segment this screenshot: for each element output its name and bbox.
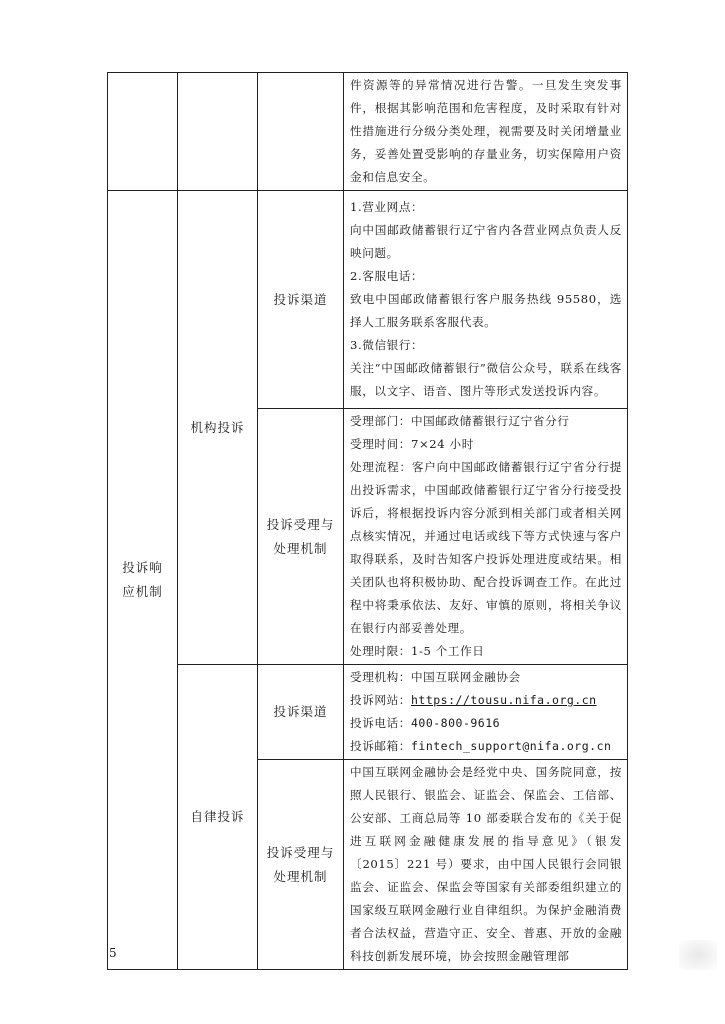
self-handling-content: 中国互联网金融协会是经党中央、国务院同意，按照人民银行、银监会、证监会、保监会、工信部、公安部、工商总局等 10 部委联合发布的《关于促进互联网金融健康发展的指导意见》（银发〔2015〕221 号）要求，由中国人民银行会同银监会、证监会、保监会等国家有关部委组织建立的国家级互联网金融行业自律组织。为保护金融消费者合法权益，营造守正、安全、普惠、开放的金融科技创新发展环境，协会按照金融管理部 <box>344 760 628 970</box>
section-label-text: 投诉响应机制 <box>122 560 163 599</box>
inst-complaint-label-text: 机构投诉 <box>190 419 245 435</box>
channel-line: 向中国邮政储蓄银行辽宁省内各营业网点负责人反映问题。 <box>350 223 622 260</box>
empty-cell <box>258 73 344 191</box>
handling-line: 处理时限：1-5 个工作日 <box>350 644 485 658</box>
table-row <box>108 73 628 191</box>
agency-line: 受理机构：中国互联网金融协会 <box>350 670 521 684</box>
inst-handling-content <box>344 409 628 665</box>
empty-cell <box>178 73 258 191</box>
inst-complaint-label <box>178 191 258 665</box>
table-row <box>108 665 628 760</box>
email-line <box>350 735 622 758</box>
page-number: 5 <box>109 946 117 960</box>
empty-cell <box>108 73 178 191</box>
self-channel-content <box>344 665 628 760</box>
email-value: fintech_support@nifa.org.cn <box>410 739 612 753</box>
handling-line: 受理部门：中国邮政储蓄银行辽宁省分行 <box>350 414 570 428</box>
inst-channel-content <box>344 191 628 409</box>
self-complaint-label-text: 自律投诉 <box>190 809 245 824</box>
inst-handling-label-text: 投诉受理与处理机制 <box>266 516 335 556</box>
self-channel-label-text: 投诉渠道 <box>273 704 328 719</box>
channel-line: 致电中国邮政储蓄银行客户服务热线 95580，选择人工服务联系客服代表。 <box>350 292 622 329</box>
channel-line: 3.微信银行： <box>350 338 424 352</box>
handling-line: 处理流程：客户向中国邮政储蓄银行辽宁省分行提出投诉需求，中国邮政储蓄银行辽宁省分行接受投诉后，将根据投诉内容分派到相关部门或者相关网点核实情况，并通过电话或线下等方式快速与客户取得联系，及时告知客户投诉处理进度或结果。相关团队也将积极协助、配合投诉调查工作。在此过程中将秉承依法、友好、审慎的原则，将相关争议在银行内部妥善处理。 <box>350 460 622 635</box>
channel-line: 关注“中国邮政储蓄银行”微信公众号，联系在线客服，以文字、语音、图片等形式发送投诉内容。 <box>350 361 622 398</box>
phone-label: 投诉电话： <box>350 716 411 730</box>
inst-handling-label <box>258 409 344 665</box>
risk-handling-text: 件资源等的异常情况进行告警。一旦发生突发事件，根据其影响范围和危害程度，及时采取有针对性措施进行分级分类处理，视需要及时关闭增量业务，妥善处置受影响的存量业务，切实保障用户资金和信息安全。 <box>344 73 628 191</box>
email-label: 投诉邮箱： <box>350 739 411 753</box>
complaint-website-link[interactable]: https://tousu.nifa.org.cn <box>410 693 597 707</box>
self-handling-label <box>258 760 344 970</box>
phone-line <box>350 712 622 735</box>
channel-line: 1.营业网点： <box>350 200 424 214</box>
inst-channel-label <box>258 191 344 409</box>
inst-channel-label-text: 投诉渠道 <box>273 291 328 307</box>
website-label: 投诉网站： <box>350 693 411 707</box>
self-channel-label <box>258 665 344 760</box>
self-handling-label-text: 投诉受理与处理机制 <box>266 844 335 884</box>
table-row <box>108 191 628 409</box>
website-line <box>350 689 622 712</box>
scan-smudge <box>679 940 717 970</box>
section-label <box>108 191 178 970</box>
channel-line: 2.客服电话： <box>350 269 424 283</box>
phone-value: 400-800-9616 <box>410 716 501 730</box>
response-mechanism-table <box>107 72 628 970</box>
self-complaint-label <box>178 665 258 970</box>
handling-line: 受理时间：7×24 小时 <box>350 437 474 451</box>
